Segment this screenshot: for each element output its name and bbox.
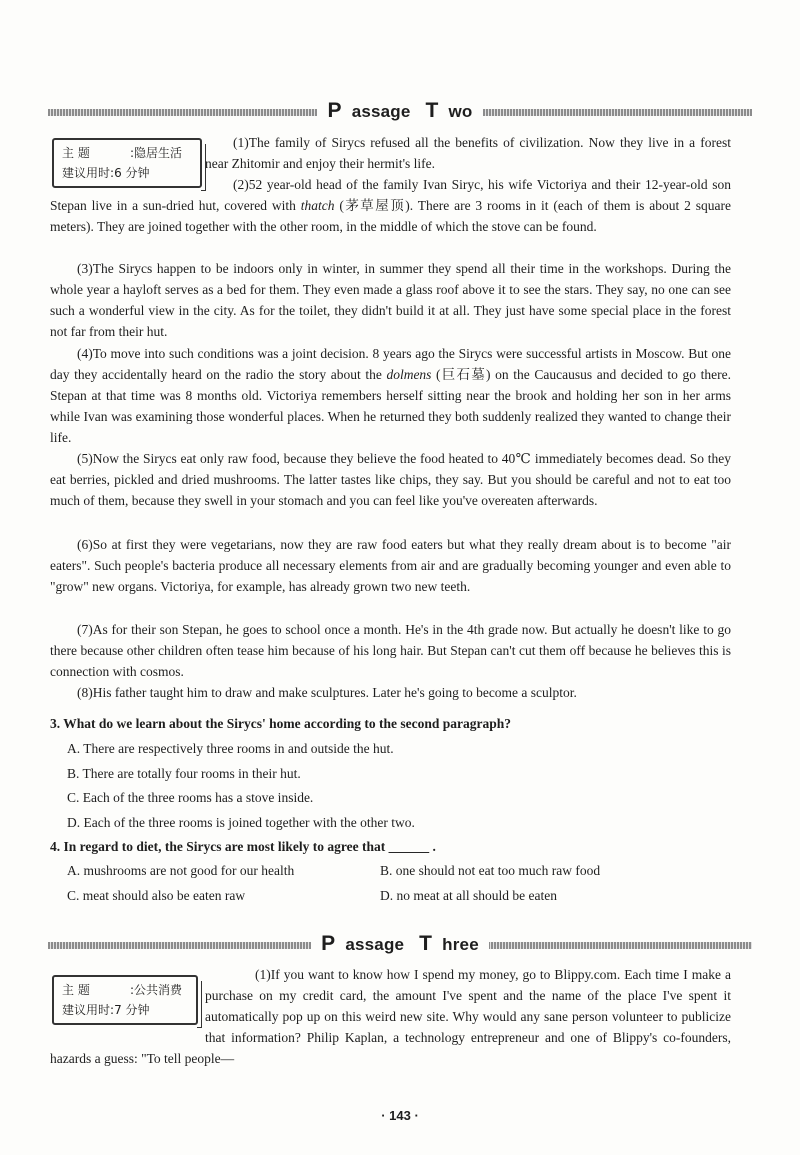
paragraph-6: [50, 534, 731, 597]
paragraph-2-italic: thatch: [300, 198, 335, 213]
float-spacer: [50, 964, 205, 1030]
time-value: 6 分钟: [114, 166, 150, 180]
passage-three-header: [48, 934, 752, 956]
title-text-end: wo: [444, 102, 478, 121]
title-text: assage: [347, 102, 421, 121]
time-row: 建议用时:7 分钟: [62, 1003, 150, 1017]
passage-two-title: [48, 99, 752, 123]
option-text: B. There are totally four rooms in their hut.: [67, 766, 301, 781]
topic-row: 主 题 :公共消费: [62, 980, 188, 1000]
paragraph-4-part-a: (4)To move into such conditions was a joint decision. 8 years ago the Sirycs were successful artists in Moscow. But one day they accidentally heard on the radio the story about the: [50, 346, 731, 382]
question-4-stem: 4. In regard to diet, the Sirycs are most likely to agree that: [50, 839, 386, 854]
question-3-option-d[interactable]: [67, 812, 415, 834]
page-number: · 143 ·: [381, 1108, 419, 1123]
paragraph-7-text: (7)As for their son Stepan, he goes to school once a month. He's in the 4th grade now. But actually he doesn't like to go there because other children often tease him because of his long hair. But Stepan can't cut them off because he believes this is connection with cosmos.: [50, 622, 731, 679]
passage-three-title: [48, 932, 752, 956]
title-text-end: hree: [437, 935, 484, 954]
question-4-option-d[interactable]: [380, 885, 557, 907]
question-3-option-c[interactable]: [67, 787, 313, 809]
paragraph-1-text: (1)The family of Sirycs refused all the benefits of civilization. Now they live in a forest near Zhitomir and enjoy their hermit's life.: [205, 135, 731, 171]
paragraph-8: [50, 682, 731, 703]
question-4-option-b[interactable]: [380, 860, 600, 882]
time-value: 7 分钟: [114, 1003, 150, 1017]
paragraph-2-part-a: (2)52 year-old head of the family Ivan Siryc, his wife Victoriya and their 12-year-old son Stepan live in a sun-dried hut, covered with: [50, 177, 731, 213]
title-cap-t: T: [420, 99, 443, 122]
question-3-option-a[interactable]: [67, 738, 394, 760]
paragraph-3: [50, 258, 731, 342]
paragraph-1: [205, 132, 731, 174]
question-3-stem: 3. What do we learn about the Sirycs' home according to the second paragraph?: [50, 716, 511, 731]
option-text: D. Each of the three rooms is joined together with the other two.: [67, 815, 415, 830]
option-text: A. There are respectively three rooms in and outside the hut.: [67, 741, 394, 756]
question-4: [50, 835, 436, 859]
title-cap-p: P: [322, 99, 346, 122]
paragraph-4-italic: dolmens: [386, 367, 432, 382]
paragraph-6-text: (6)So at first they were vegetarians, now they are raw food eaters but what they really dream about is to become "air eaters". Such people's bacteria produce all necessary elements from air and are gradually becoming younger and even able to "grow" new organs. Victoriya, for example, has already grown two new teeth.: [50, 537, 731, 594]
question-4-option-c[interactable]: [67, 885, 245, 907]
paragraph-5-text: (5)Now the Sirycs eat only raw food, because they believe the food heated to 40℃ immediately becomes dead. So they eat berries, pickled and dried mushrooms. The latter tastes like chips, they say. But you should be careful and not to eat too much of them, because they swell in your stomach and you can feel like you've overeaten afterwards.: [50, 451, 731, 508]
question-4-option-a[interactable]: [67, 860, 294, 882]
option-text: D. no meat at all should be eaten: [380, 888, 557, 903]
title-text: assage: [340, 935, 414, 954]
topic-label: 主 题: [62, 146, 90, 160]
paragraph-8-text: (8)His father taught him to draw and make sculptures. Later he's going to become a sculptor.: [77, 685, 577, 700]
time-label: 建议用时: [62, 166, 111, 180]
time-row: 建议用时:6 分钟: [62, 166, 150, 180]
topic-value: 公共消费: [134, 983, 183, 997]
time-label: 建议用时: [62, 1003, 111, 1017]
topic-label: 主 题: [62, 983, 90, 997]
passage-two-header: [48, 101, 752, 123]
paragraph-4-text: [50, 343, 731, 448]
topic-value: 隐居生活: [134, 146, 183, 160]
paragraph-7: [50, 619, 731, 682]
paragraph-2-part-b: (茅草屋顶). There are 3 rooms in it (each of them is about 2 square meters). They are joined together with the other room, in the middle of which the stove can be found.: [50, 198, 731, 234]
option-text: B. one should not eat too much raw food: [380, 863, 601, 878]
paragraph-4: [50, 343, 731, 448]
paragraph-3-text: (3)The Sirycs happen to be indoors only in winter, in summer they spend all their time in the workshops. During the whole year a hayloft serves as a bed for them. They even made a glass roof above it to see the stars. They say, no one can see such a wonderful view in the city. As for the toilet, they didn't build it at all. They just have some special place in the forest not far from their hut.: [50, 261, 731, 339]
paragraph-2: [50, 174, 731, 237]
option-text: A. mushrooms are not good for our health: [67, 863, 295, 878]
passage-three-paragraph-1: [50, 964, 731, 1069]
paragraph-4-part-b: (巨石墓) on the Caucausus and decided to go there. Stepan at that time was 8 months old. Victoriya remembers herself sitting near the brook and holding her son in her arms while Ivan was examining those wonderful places. When he returned they both suddenly realized they wanted to change their life.: [50, 367, 732, 445]
topic-row: 主 题 :隐居生活: [62, 143, 192, 163]
question-3-option-b[interactable]: [67, 763, 301, 785]
paragraph-5: [50, 448, 731, 511]
passage-three-paragraph-1-text: (1)If you want to know how I spend my money, go to Blippy.com. Each time I make a purchase on my credit card, the amount I've spent and the name of the place I've spent it automatically pop up on this weird new site. Why would any sane person volunteer to publicize that information? Philip Kaplan, a technology entrepreneur and one of Blippy's co-founders, hazards a guess: "To tell people—: [50, 967, 731, 1066]
paragraph-2-text: [50, 174, 731, 237]
question-3: [50, 712, 511, 736]
title-cap-p: P: [316, 932, 340, 955]
option-text: C. Each of the three rooms has a stove inside.: [67, 790, 314, 805]
question-4-blank: ______ .: [388, 839, 436, 854]
option-text: C. meat should also be eaten raw: [67, 888, 246, 903]
title-cap-t: T: [414, 932, 437, 955]
